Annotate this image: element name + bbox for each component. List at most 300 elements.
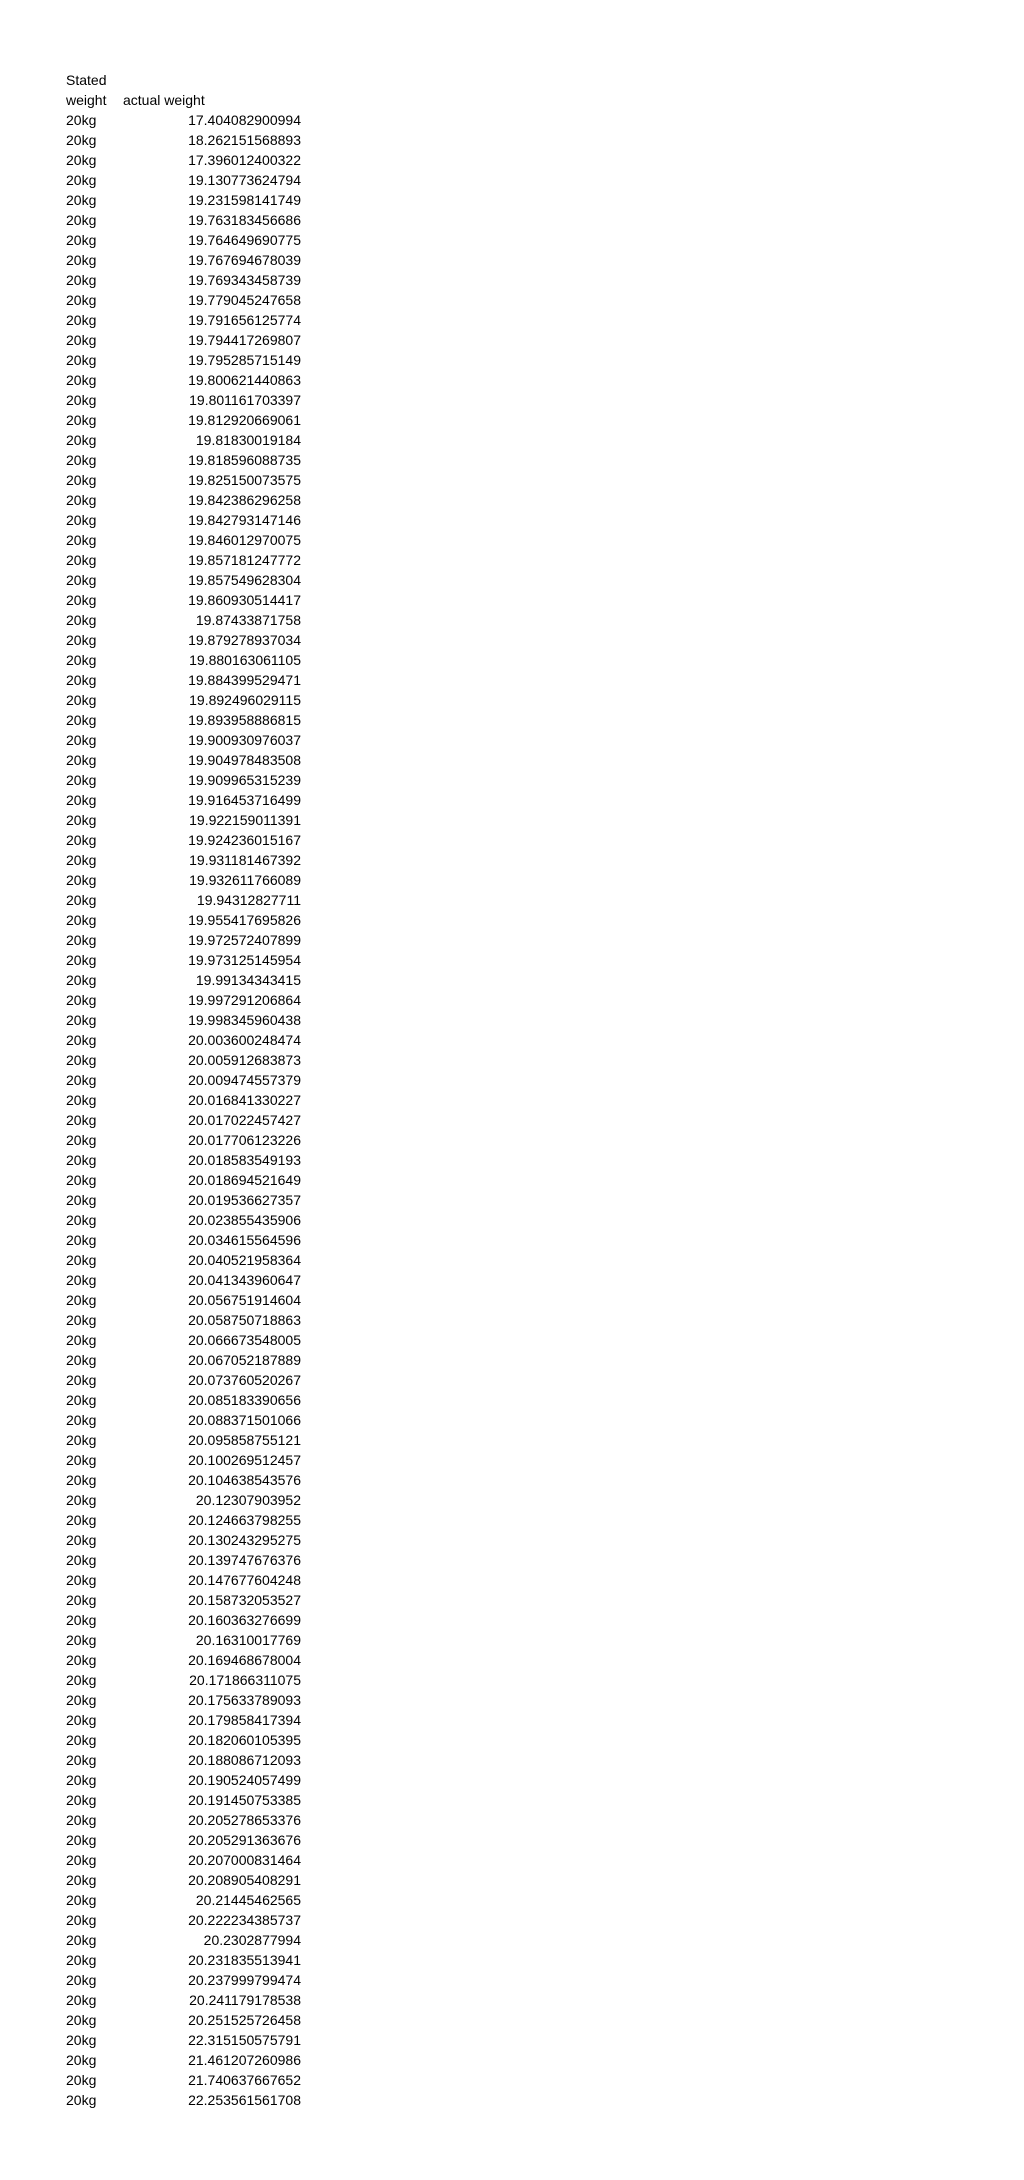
- stated-weight-cell: 20kg: [66, 1232, 97, 1248]
- table-row: [66, 1550, 301, 1570]
- actual-weight-cell: 19.825150073575: [188, 472, 301, 488]
- actual-weight-cell: 20.017706123226: [188, 1132, 301, 1148]
- stated-weight-cell: 20kg: [66, 1592, 97, 1608]
- actual-weight-cell: 20.088371501066: [188, 1412, 301, 1428]
- table-row: [66, 2090, 301, 2110]
- actual-weight-cell: 19.791656125774: [188, 312, 301, 328]
- table-row: [66, 1730, 301, 1750]
- stated-weight-cell: 20kg: [66, 1332, 97, 1348]
- actual-weight-cell: 20.171866311075: [189, 1672, 301, 1688]
- actual-weight-cell: 20.034615564596: [188, 1232, 301, 1248]
- table-row: [66, 530, 301, 550]
- stated-weight-cell: 20kg: [66, 152, 97, 168]
- table-row: [66, 2030, 301, 2050]
- stated-weight-cell: 20kg: [66, 492, 97, 508]
- stated-weight-cell: 20kg: [66, 1092, 97, 1108]
- table-row: [66, 510, 301, 530]
- actual-weight-cell: 19.955417695826: [188, 912, 301, 928]
- actual-weight-cell: 20.21445462565: [195, 1892, 301, 1908]
- stated-weight-cell: 20kg: [66, 892, 97, 908]
- stated-weight-cell: 20kg: [66, 252, 97, 268]
- actual-weight-cell: 20.169468678004: [188, 1652, 301, 1668]
- actual-weight-cell: 20.241179178538: [189, 1992, 301, 2008]
- actual-weight-cell: 20.104638543576: [188, 1472, 301, 1488]
- stated-weight-cell: 20kg: [66, 692, 97, 708]
- actual-weight-cell: 20.190524057499: [188, 1772, 301, 1788]
- stated-weight-cell: 20kg: [66, 1872, 97, 1888]
- stated-weight-cell: 20kg: [66, 772, 97, 788]
- stated-weight-cell: 20kg: [66, 272, 97, 288]
- actual-weight-cell: 19.924236015167: [188, 832, 301, 848]
- stated-weight-cell: 20kg: [66, 912, 97, 928]
- stated-weight-cell: 20kg: [66, 1992, 97, 2008]
- table-row: [66, 310, 301, 330]
- table-row: [66, 1710, 301, 1730]
- actual-weight-cell: 20.231835513941: [188, 1952, 301, 1968]
- actual-weight-cell: 20.2302877994: [203, 1932, 301, 1948]
- table-row: [66, 1170, 301, 1190]
- table-row: [66, 470, 301, 490]
- table-row: [66, 1450, 301, 1470]
- stated-weight-cell: 20kg: [66, 1192, 97, 1208]
- actual-weight-cell: 20.205278653376: [188, 1812, 301, 1828]
- stated-weight-cell: 20kg: [66, 1852, 97, 1868]
- actual-weight-cell: 22.253561561708: [188, 2092, 301, 2108]
- actual-weight-cell: 19.972572407899: [188, 932, 301, 948]
- stated-weight-cell: 20kg: [66, 452, 97, 468]
- stated-weight-cell: 20kg: [66, 372, 97, 388]
- stated-weight-cell: 20kg: [66, 872, 97, 888]
- table-row: [66, 1590, 301, 1610]
- actual-weight-cell: 19.922159011391: [189, 812, 301, 828]
- stated-weight-cell: 20kg: [66, 2032, 97, 2048]
- actual-weight-cell: 19.842386296258: [188, 492, 301, 508]
- actual-weight-cell: 20.016841330227: [188, 1092, 301, 1108]
- stated-weight-cell: 20kg: [66, 512, 97, 528]
- stated-weight-cell: 20kg: [66, 432, 97, 448]
- stated-weight-cell: 20kg: [66, 552, 97, 568]
- stated-weight-cell: 20kg: [66, 1432, 97, 1448]
- table-row: [66, 770, 301, 790]
- actual-weight-cell: 19.909965315239: [188, 772, 301, 788]
- actual-weight-cell: 20.175633789093: [188, 1692, 301, 1708]
- stated-weight-cell: 20kg: [66, 732, 97, 748]
- table-row: [66, 1530, 301, 1550]
- stated-weight-cell: 20kg: [66, 1452, 97, 1468]
- column-header-stated-weight: [66, 70, 123, 110]
- table-row: [66, 1070, 301, 1090]
- stated-weight-cell: 20kg: [66, 992, 97, 1008]
- actual-weight-cell: 20.018694521649: [188, 1172, 301, 1188]
- actual-weight-cell: 17.404082900994: [188, 112, 301, 128]
- stated-weight-cell: 20kg: [66, 1712, 97, 1728]
- table-header: [66, 70, 301, 110]
- actual-weight-cell: 19.94312827711: [196, 892, 301, 908]
- table-row: [66, 1390, 301, 1410]
- actual-weight-cell: 20.019536627357: [188, 1192, 301, 1208]
- stated-weight-cell: 20kg: [66, 952, 97, 968]
- actual-weight-cell: 20.188086712093: [188, 1752, 301, 1768]
- actual-weight-cell: 19.857549628304: [188, 572, 301, 588]
- stated-weight-cell: 20kg: [66, 1812, 97, 1828]
- stated-weight-cell: 20kg: [66, 1412, 97, 1428]
- table-row: [66, 1250, 301, 1270]
- stated-weight-cell: 20kg: [66, 1952, 97, 1968]
- actual-weight-cell: 20.179858417394: [188, 1712, 301, 1728]
- stated-weight-cell: 20kg: [66, 1652, 97, 1668]
- table-row: [66, 570, 301, 590]
- actual-weight-cell: 20.005912683873: [188, 1052, 301, 1068]
- stated-weight-cell: 20kg: [66, 1512, 97, 1528]
- table-row: [66, 210, 301, 230]
- actual-weight-cell: 19.893958886815: [188, 712, 301, 728]
- stated-weight-cell: 20kg: [66, 1572, 97, 1588]
- stated-weight-cell: 20kg: [66, 1772, 97, 1788]
- table-row: [66, 2070, 301, 2090]
- table-row: [66, 390, 301, 410]
- stated-weight-cell: 20kg: [66, 1672, 97, 1688]
- actual-weight-cell: 19.931181467392: [189, 852, 301, 868]
- actual-weight-cell: 20.124663798255: [188, 1512, 301, 1528]
- stated-weight-cell: 20kg: [66, 1552, 97, 1568]
- table-row: [66, 850, 301, 870]
- actual-weight-cell: 20.067052187889: [188, 1352, 301, 1368]
- stated-weight-cell: 20kg: [66, 1372, 97, 1388]
- actual-weight-cell: 19.812920669061: [188, 412, 301, 428]
- table-row: [66, 1130, 301, 1150]
- actual-weight-cell: 19.99134343415: [195, 972, 301, 988]
- actual-weight-cell: 19.81830019184: [195, 432, 301, 448]
- actual-weight-cell: 19.130773624794: [188, 172, 301, 188]
- stated-weight-cell: 20kg: [66, 1172, 97, 1188]
- stated-weight-cell: 20kg: [66, 632, 97, 648]
- actual-weight-cell: 20.018583549193: [188, 1152, 301, 1168]
- actual-weight-cell: 19.932611766089: [189, 872, 301, 888]
- actual-weight-cell: 20.207000831464: [188, 1852, 301, 1868]
- table-row: [66, 930, 301, 950]
- stated-weight-cell: 20kg: [66, 792, 97, 808]
- table-row: [66, 590, 301, 610]
- actual-weight-cell: 19.763183456686: [188, 212, 301, 228]
- actual-weight-cell: 19.231598141749: [188, 192, 301, 208]
- column-header-actual-weight: actual weight: [123, 92, 205, 108]
- table-row: [66, 1050, 301, 1070]
- stated-weight-cell: 20kg: [66, 1312, 97, 1328]
- actual-weight-cell: 20.130243295275: [188, 1532, 301, 1548]
- table-row: [66, 290, 301, 310]
- table-row: [66, 350, 301, 370]
- table-row: [66, 1610, 301, 1630]
- stated-weight-cell: 20kg: [66, 2012, 97, 2028]
- stated-weight-cell: 20kg: [66, 1472, 97, 1488]
- table-row: [66, 1490, 301, 1510]
- table-row: [66, 1210, 301, 1230]
- stated-weight-cell: 20kg: [66, 1532, 97, 1548]
- table-row: [66, 1430, 301, 1450]
- table-row: [66, 870, 301, 890]
- actual-weight-cell: 19.880163061105: [189, 652, 301, 668]
- actual-weight-cell: 19.767694678039: [188, 252, 301, 268]
- stated-weight-cell: 20kg: [66, 1072, 97, 1088]
- table-row: [66, 1030, 301, 1050]
- stated-weight-cell: 20kg: [66, 1892, 97, 1908]
- stated-weight-cell: 20kg: [66, 1792, 97, 1808]
- table-row: [66, 1190, 301, 1210]
- actual-weight-cell: 19.794417269807: [188, 332, 301, 348]
- stated-weight-cell: 20kg: [66, 1392, 97, 1408]
- table-row: [66, 1990, 301, 2010]
- stated-weight-cell: 20kg: [66, 1692, 97, 1708]
- table-row: [66, 1870, 301, 1890]
- actual-weight-cell: 20.222234385737: [188, 1912, 301, 1928]
- stated-weight-cell: 20kg: [66, 592, 97, 608]
- table-row: [66, 1950, 301, 1970]
- stated-weight-cell: 20kg: [66, 472, 97, 488]
- actual-weight-cell: 19.892496029115: [189, 692, 301, 708]
- table-row: [66, 610, 301, 630]
- table-row: [66, 2050, 301, 2070]
- stated-weight-cell: 20kg: [66, 2092, 97, 2108]
- table-row: [66, 1410, 301, 1430]
- stated-weight-cell: 20kg: [66, 312, 97, 328]
- actual-weight-cell: 19.800621440863: [188, 372, 301, 388]
- table-row: [66, 670, 301, 690]
- stated-weight-cell: 20kg: [66, 172, 97, 188]
- stated-weight-cell: 20kg: [66, 232, 97, 248]
- actual-weight-cell: 19.857181247772: [188, 552, 301, 568]
- table-row: [66, 890, 301, 910]
- actual-weight-cell: 21.740637667652: [188, 2072, 301, 2088]
- actual-weight-cell: 19.900930976037: [188, 732, 301, 748]
- stated-weight-cell: 20kg: [66, 1292, 97, 1308]
- stated-weight-cell: 20kg: [66, 1632, 97, 1648]
- actual-weight-cell: 20.041343960647: [188, 1272, 301, 1288]
- actual-weight-cell: 20.16310017769: [195, 1632, 301, 1648]
- actual-weight-cell: 20.003600248474: [188, 1032, 301, 1048]
- actual-weight-cell: 20.056751914604: [188, 1292, 301, 1308]
- table-row: [66, 1310, 301, 1330]
- stated-weight-cell: 20kg: [66, 752, 97, 768]
- table-row: [66, 1910, 301, 1930]
- header-row: [66, 70, 301, 110]
- weight-data-table: [66, 70, 301, 2110]
- actual-weight-cell: 20.251525726458: [188, 2012, 301, 2028]
- table-row: [66, 1770, 301, 1790]
- table-row: [66, 1830, 301, 1850]
- actual-weight-cell: 20.100269512457: [188, 1452, 301, 1468]
- table-row: [66, 650, 301, 670]
- actual-weight-cell: 19.904978483508: [188, 752, 301, 768]
- stated-weight-cell: 20kg: [66, 392, 97, 408]
- actual-weight-cell: 20.147677604248: [188, 1572, 301, 1588]
- actual-weight-cell: 20.085183390656: [188, 1392, 301, 1408]
- table-row: [66, 1670, 301, 1690]
- stated-weight-cell: 20kg: [66, 1112, 97, 1128]
- stated-weight-cell: 20kg: [66, 112, 97, 128]
- actual-weight-cell: 17.396012400322: [188, 152, 301, 168]
- table-row: [66, 1890, 301, 1910]
- stated-weight-cell: 20kg: [66, 1352, 97, 1368]
- stated-weight-cell: 20kg: [66, 1052, 97, 1068]
- actual-weight-cell: 20.205291363676: [188, 1832, 301, 1848]
- actual-weight-cell: 19.879278937034: [188, 632, 301, 648]
- table-row: [66, 270, 301, 290]
- actual-weight-cell: 22.315150575791: [188, 2032, 301, 2048]
- table-row: [66, 490, 301, 510]
- table-row: [66, 170, 301, 190]
- actual-weight-cell: 20.017022457427: [188, 1112, 301, 1128]
- stated-weight-cell: 20kg: [66, 1932, 97, 1948]
- actual-weight-cell: 20.160363276699: [188, 1612, 301, 1628]
- actual-weight-cell: 19.997291206864: [188, 992, 301, 1008]
- table-row: [66, 330, 301, 350]
- table-row: [66, 1850, 301, 1870]
- table-row: [66, 1350, 301, 1370]
- stated-weight-cell: 20kg: [66, 2072, 97, 2088]
- table-row: [66, 1790, 301, 1810]
- table-row: [66, 2010, 301, 2030]
- table-row: [66, 1010, 301, 1030]
- table-row: [66, 450, 301, 470]
- table-row: [66, 1570, 301, 1590]
- actual-weight-cell: 19.818596088735: [188, 452, 301, 468]
- table-row: [66, 1750, 301, 1770]
- actual-weight-cell: 20.158732053527: [188, 1592, 301, 1608]
- table-row: [66, 950, 301, 970]
- stated-weight-cell: 20kg: [66, 412, 97, 428]
- table-body: [66, 110, 301, 2110]
- actual-weight-cell: 19.801161703397: [189, 392, 301, 408]
- actual-weight-cell: 19.860930514417: [188, 592, 301, 608]
- stated-weight-cell: 20kg: [66, 1732, 97, 1748]
- table-row: [66, 1470, 301, 1490]
- stated-weight-cell: 20kg: [66, 1152, 97, 1168]
- table-row: [66, 1290, 301, 1310]
- stated-weight-cell: 20kg: [66, 932, 97, 948]
- stated-weight-cell: 20kg: [66, 1272, 97, 1288]
- table-row: [66, 550, 301, 570]
- stated-weight-cell: 20kg: [66, 652, 97, 668]
- actual-weight-cell: 19.998345960438: [188, 1012, 301, 1028]
- stated-weight-cell: 20kg: [66, 1972, 97, 1988]
- actual-weight-cell: 19.842793147146: [188, 512, 301, 528]
- table-row: [66, 1230, 301, 1250]
- table-row: [66, 790, 301, 810]
- table-row: [66, 830, 301, 850]
- table-row: [66, 1110, 301, 1130]
- stated-weight-cell: 20kg: [66, 852, 97, 868]
- table-row: [66, 250, 301, 270]
- table-row: [66, 410, 301, 430]
- actual-weight-cell: 21.461207260986: [188, 2052, 301, 2068]
- table-row: [66, 690, 301, 710]
- actual-weight-cell: 19.769343458739: [188, 272, 301, 288]
- table-row: [66, 710, 301, 730]
- table-row: [66, 1930, 301, 1950]
- table-row: [66, 1650, 301, 1670]
- table-row: [66, 1150, 301, 1170]
- actual-weight-cell: 18.262151568893: [188, 132, 301, 148]
- actual-weight-cell: 20.066673548005: [188, 1332, 301, 1348]
- table-row: [66, 1810, 301, 1830]
- table-row: [66, 910, 301, 930]
- stated-weight-cell: 20kg: [66, 292, 97, 308]
- table-row: [66, 1690, 301, 1710]
- table-row: [66, 130, 301, 150]
- actual-weight-cell: 20.073760520267: [188, 1372, 301, 1388]
- stated-weight-cell: 20kg: [66, 1032, 97, 1048]
- stated-weight-cell: 20kg: [66, 532, 97, 548]
- stated-label-line-1: Stated: [66, 72, 107, 88]
- stated-weight-cell: 20kg: [66, 1752, 97, 1768]
- table-row: [66, 1090, 301, 1110]
- actual-weight-cell: 19.764649690775: [188, 232, 301, 248]
- table-row: [66, 370, 301, 390]
- stated-weight-cell: 20kg: [66, 832, 97, 848]
- actual-weight-cell: 20.182060105395: [188, 1732, 301, 1748]
- table-row: [66, 1330, 301, 1350]
- table-row: [66, 430, 301, 450]
- table-row: [66, 230, 301, 250]
- actual-weight-cell: 19.973125145954: [188, 952, 301, 968]
- actual-weight-cell: 19.884399529471: [188, 672, 301, 688]
- actual-weight-cell: 19.916453716499: [188, 792, 301, 808]
- actual-weight-cell: 19.87433871758: [195, 612, 301, 628]
- stated-weight-cell: 20kg: [66, 1012, 97, 1028]
- stated-weight-cell: 20kg: [66, 572, 97, 588]
- table-row: [66, 150, 301, 170]
- stated-weight-cell: 20kg: [66, 2052, 97, 2068]
- stated-weight-cell: 20kg: [66, 712, 97, 728]
- stated-weight-cell: 20kg: [66, 332, 97, 348]
- actual-weight-cell: 20.040521958364: [188, 1252, 301, 1268]
- actual-weight-cell: 20.095858755121: [188, 1432, 301, 1448]
- table-row: [66, 1510, 301, 1530]
- stated-weight-cell: 20kg: [66, 1492, 97, 1508]
- actual-weight-cell: 19.846012970075: [188, 532, 301, 548]
- table-row: [66, 1970, 301, 1990]
- actual-weight-cell: 20.058750718863: [188, 1312, 301, 1328]
- stated-weight-cell: 20kg: [66, 212, 97, 228]
- stated-weight-cell: 20kg: [66, 1212, 97, 1228]
- stated-weight-cell: 20kg: [66, 1252, 97, 1268]
- table-row: [66, 810, 301, 830]
- stated-weight-cell: 20kg: [66, 672, 97, 688]
- actual-weight-cell: 20.139747676376: [188, 1552, 301, 1568]
- stated-weight-cell: 20kg: [66, 1612, 97, 1628]
- table-row: [66, 110, 301, 130]
- table-row: [66, 990, 301, 1010]
- table-row: [66, 730, 301, 750]
- stated-weight-cell: 20kg: [66, 972, 97, 988]
- table-row: [66, 1370, 301, 1390]
- table-row: [66, 1270, 301, 1290]
- stated-weight-cell: 20kg: [66, 1132, 97, 1148]
- actual-weight-cell: 20.208905408291: [188, 1872, 301, 1888]
- table-row: [66, 190, 301, 210]
- stated-weight-cell: 20kg: [66, 812, 97, 828]
- stated-weight-cell: 20kg: [66, 132, 97, 148]
- table-row: [66, 750, 301, 770]
- table-row: [66, 970, 301, 990]
- actual-weight-cell: 19.795285715149: [188, 352, 301, 368]
- table-row: [66, 1630, 301, 1650]
- table-row: [66, 630, 301, 650]
- actual-weight-cell: 20.191450753385: [188, 1792, 301, 1808]
- actual-weight-cell: 19.779045247658: [188, 292, 301, 308]
- actual-weight-cell: 20.023855435906: [188, 1212, 301, 1228]
- stated-label-line-2: weight: [66, 92, 107, 108]
